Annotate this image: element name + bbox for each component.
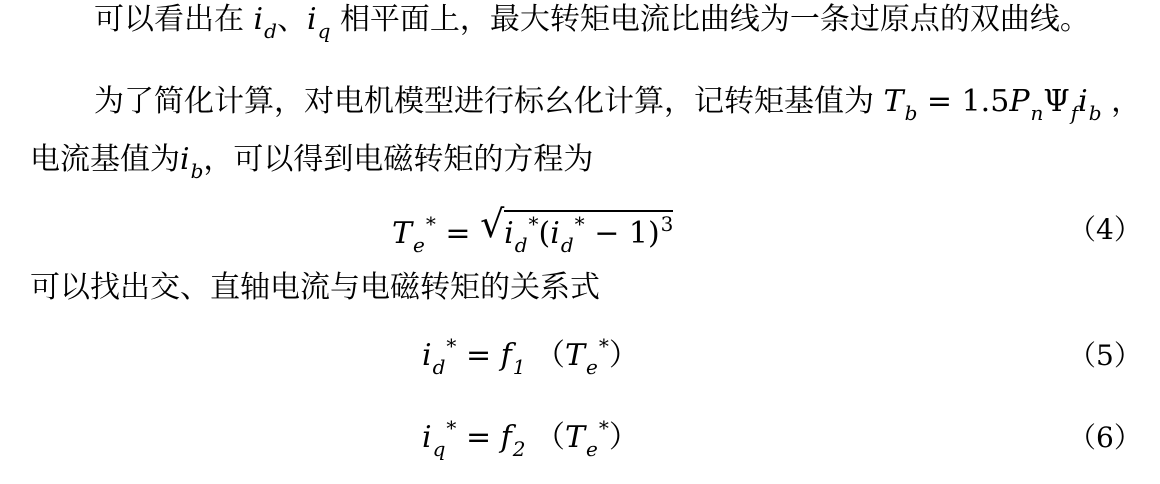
paragraph-1-text-pre: 可以看出在: [94, 2, 244, 37]
paragraph-1: [94, 0, 1090, 42]
paragraph-2-line-2-post: ，可以得到电磁转矩的方程为: [203, 142, 594, 177]
paragraph-1-text-post: 相平面上，最大转矩电流比曲线为一条过原点的双曲线。: [339, 2, 1090, 37]
paragraph-3: [30, 268, 600, 308]
equation-5: $i_d^* = f_1$ $(T_e^*)$: [422, 334, 639, 379]
paragraph-2-line-1: [94, 82, 1141, 124]
equation-5-number: （5）: [1068, 339, 1142, 372]
ib-symbol: $i_b$: [180, 142, 204, 183]
paragraph-1-separator: 、: [276, 2, 307, 37]
equation-6-number: （6）: [1068, 421, 1142, 454]
square-root: √ $i_d^*(i_d^* - 1)^3$: [480, 202, 674, 257]
paragraph-2-line-2-pre: 电流基值为: [30, 142, 180, 177]
paragraph-2-text-pre: 为了简化计算，对电机模型进行标幺化计算，记转矩基值为: [94, 84, 874, 119]
id-symbol: $i_d$: [253, 2, 277, 43]
paragraph-2-line-1-post: ，: [1111, 84, 1142, 119]
torque-base-formula: $T_b = 1.5P_n\Psi_fi_b$: [883, 84, 1102, 125]
equation-4: $T_e^*$ = √ $i_d^*(i_d^* - 1)^3$: [392, 202, 674, 257]
paragraph-3-text: 可以找出交、直轴电流与电磁转矩的关系式: [30, 270, 600, 305]
paragraph-2-line-2: [30, 140, 593, 182]
equation-4-number: （4）: [1068, 213, 1142, 246]
iq-symbol: $i_q$: [306, 2, 331, 43]
equation-6: $i_q^* = f_2$ $(T_e^*)$: [422, 416, 639, 461]
